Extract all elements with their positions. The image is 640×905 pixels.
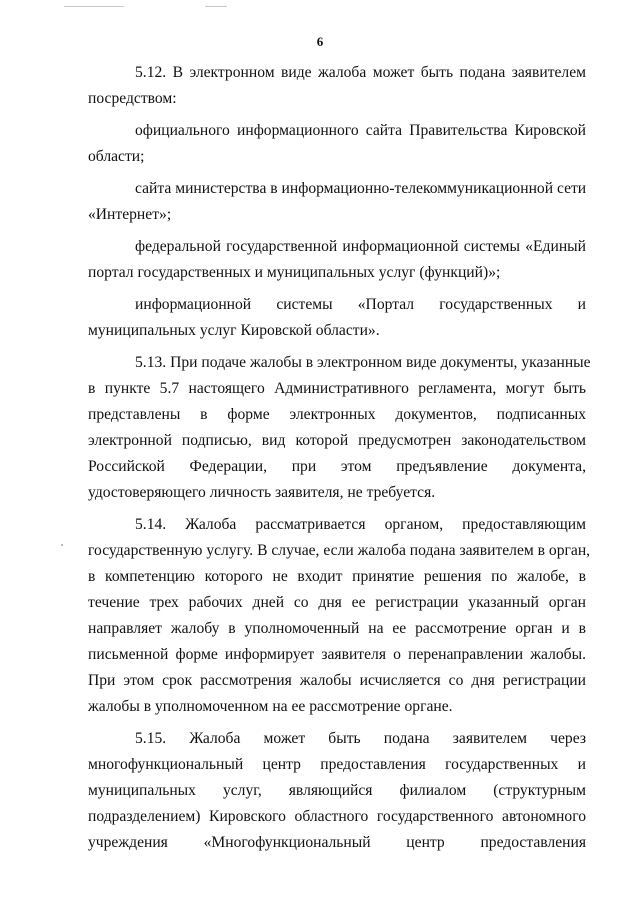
- text-line: многофункциональный центр предоставления государственных и: [88, 756, 586, 773]
- text-line: в пункте 5.7 настоящего Административного регламента, могут быть: [88, 380, 586, 397]
- text-line: муниципальных услуг, являющийся филиалом (структурным: [88, 782, 586, 799]
- text-line: При этом срок рассмотрения жалобы исчисляется со дня регистрации: [88, 672, 586, 689]
- text-line: 5.15. Жалоба может быть подана заявителем через: [135, 730, 586, 747]
- paragraph-p-5-13: [88, 350, 591, 506]
- text-line: сайта министерства в информационно-телекоммуникационной сети: [135, 180, 587, 197]
- text-line: удостоверяющего личность заявителя, не требуется.: [88, 484, 436, 501]
- text-line: жалобы в уполномоченном на ее рассмотрение органе.: [88, 698, 453, 715]
- text-line: посредством:: [88, 90, 177, 107]
- text-line: электронной подписью, вид которой предусмотрен законодательством: [88, 432, 586, 449]
- paragraph-p-5-14: [88, 512, 591, 720]
- scan-edge-mark: [205, 6, 227, 7]
- text-line: 5.13. При подаче жалобы в электронном виде документы, указанные: [135, 354, 591, 371]
- text-line: подразделением) Кировского областного государственного автономного: [88, 808, 586, 825]
- text-line: течение трех рабочих дней со дня ее регистрации указанный орган: [88, 594, 586, 611]
- scan-speck: [61, 544, 63, 546]
- text-line: области;: [88, 148, 145, 165]
- paragraph-p-5-15: [88, 726, 586, 856]
- paragraph-p-5-12: [88, 60, 586, 112]
- text-line: федеральной государственной информационной системы «Единый: [135, 238, 586, 255]
- paragraph-item-ministry-site: [88, 176, 586, 228]
- text-line: учреждения «Многофункциональный центр предоставления: [88, 834, 586, 851]
- text-line: представлены в форме электронных документов, подписанных: [88, 406, 586, 423]
- paragraph-item-regional-portal: [88, 292, 586, 344]
- text-line: 5.12. В электронном виде жалоба может быть подана заявителем: [135, 64, 586, 81]
- text-line: направляет жалобу в уполномоченный на ее рассмотрение орган и в: [88, 620, 586, 637]
- text-line: государственную услугу. В случае, если жалоба подана заявителем в орган,: [88, 542, 591, 559]
- text-line: 5.14. Жалоба рассматривается органом, предоставляющим: [135, 516, 586, 533]
- scan-edge-mark: [64, 6, 124, 7]
- text-line: письменной форме информирует заявителя о перенаправлении жалобы.: [88, 646, 586, 663]
- text-line: в компетенцию которого не входит принятие решения по жалобе, в: [88, 568, 586, 585]
- page-number: 6: [316, 34, 324, 49]
- text-line: муниципальных услуг Кировской области».: [88, 322, 380, 339]
- text-line: портал государственных и муниципальных услуг (функций)»;: [88, 264, 501, 281]
- text-line: «Интернет»;: [88, 206, 172, 223]
- text-line: информационной системы «Портал государственных и: [135, 296, 586, 313]
- paragraph-item-official-site: [88, 118, 586, 170]
- document-body: [88, 60, 591, 856]
- text-line: Российской Федерации, при этом предъявление документа,: [88, 458, 586, 475]
- paragraph-item-federal-portal: [88, 234, 586, 286]
- text-line: официального информационного сайта Правительства Кировской: [135, 122, 586, 139]
